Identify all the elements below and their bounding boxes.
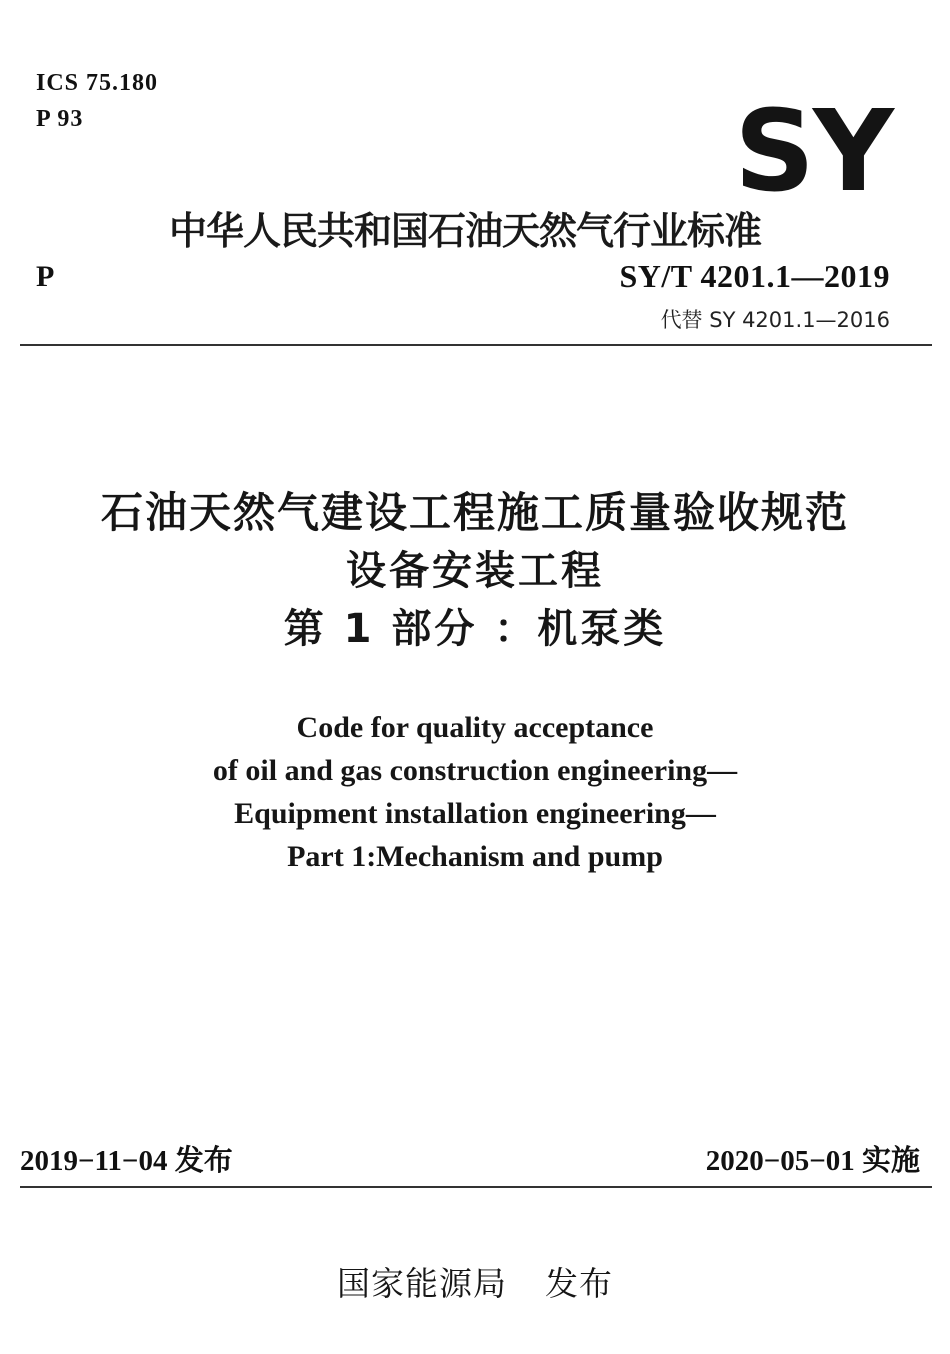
implementation-date: 2020−05−01 实施	[705, 1145, 920, 1177]
issuer-name: 国家能源局	[337, 1264, 507, 1303]
chinese-title-line-2: 设备安装工程	[346, 548, 604, 594]
chinese-title-line-1: 石油天然气建设工程施工质量验收规范	[100, 488, 849, 537]
issue-date: 2019−11−04 发布	[20, 1145, 233, 1177]
issuer-line	[0, 1258, 950, 1305]
replaces-standard: 代替 SY 4201.1—2016	[660, 308, 890, 332]
ics-code: ICS 75.180	[36, 70, 159, 96]
bottom-divider	[20, 1186, 932, 1188]
standard-category: P	[36, 260, 55, 293]
english-title-line-4: Part 1:Mechanism and pump	[287, 840, 663, 873]
english-title-line-1: Code for quality acceptance	[296, 711, 654, 744]
ccs-code: P 93	[36, 106, 84, 132]
sy-logo: SY	[734, 87, 892, 217]
industry-standard-title: 中华人民共和国石油天然气行业标准	[168, 209, 761, 253]
issuer-action: 发布	[545, 1264, 613, 1303]
english-title-line-3: Equipment installation engineering—	[234, 797, 716, 830]
chinese-title-line-3: 第 1 部分 ：机泵类	[283, 606, 667, 652]
top-divider	[20, 344, 932, 346]
standard-number: SY/T 4201.1—2019	[619, 258, 890, 294]
english-title-line-2: of oil and gas construction engineering—	[212, 754, 738, 787]
